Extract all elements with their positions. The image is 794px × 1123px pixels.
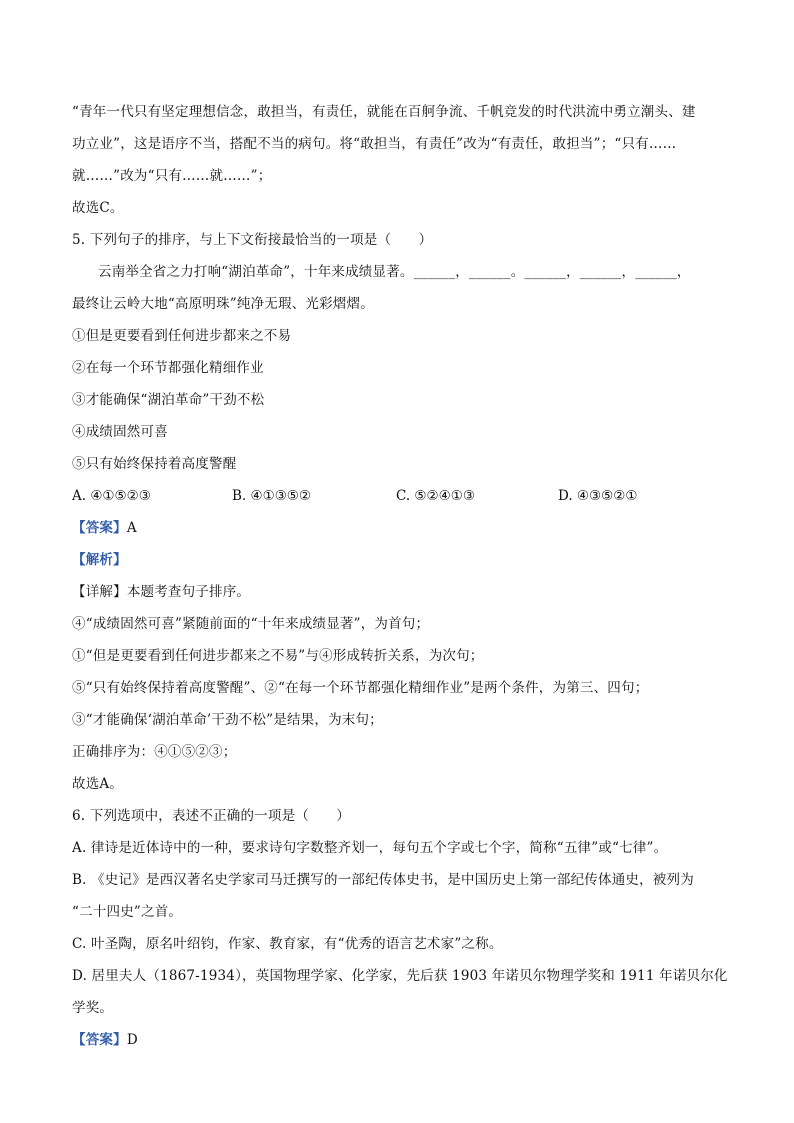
question-6-option-c: C. 叶圣陶，原名叶绍钧，作家、教育家，有“优秀的语言艺术家”之称。 xyxy=(72,936,503,952)
question-6-option-d-line-1: D. 居里夫人（1867-1934），英国物理学家、化学家，先后获 1903 年诺贝尔物理学奖和 1911 年诺贝尔化 xyxy=(72,968,728,984)
question-6-option-b-line-1: B. 《史记》是西汉著名史学家司马迁撰写的一部纪传体史书，是中国历史上第一部纪传体通史，被列为 xyxy=(72,872,694,888)
sentence-2: ②在每一个环节都强化精细作业 xyxy=(72,360,264,376)
question-6-stem: 6. 下列选项中，表述不正确的一项是（ ） xyxy=(72,808,351,824)
detail-tag: 【详解】 xyxy=(72,584,127,600)
analysis-tag: 【解析】 xyxy=(72,552,127,568)
previous-conclusion: 故选C。 xyxy=(72,200,124,216)
question-6-option-b-line-2: “二十四史”之首。 xyxy=(72,904,183,920)
explanation-line-6: 故选A。 xyxy=(72,776,124,792)
previous-explanation-line-3: 就……”改为“只有……就……”； xyxy=(72,168,272,184)
answer-value: D xyxy=(126,1032,138,1048)
explanation-line-4: ③“才能确保‘湖泊革命’干劲不松”是结果，为末句； xyxy=(72,712,383,728)
sentence-4: ④成绩固然可喜 xyxy=(72,424,168,440)
question-5-passage-line-2: 最终让云岭大地“高原明珠”纯净无瑕、光彩熠熠。 xyxy=(72,296,374,312)
question-5-analysis xyxy=(72,550,722,570)
question-6-option-d-line-2: 学奖。 xyxy=(72,1000,114,1016)
question-5-answer xyxy=(72,518,722,538)
answer-tag: 【答案】 xyxy=(72,1032,127,1048)
question-5-stem: 5. 下列句子的排序，与上下文衔接最恰当的一项是（ ） xyxy=(72,232,433,248)
explanation-line-3: ⑤“只有始终保持着高度警醒”、②“在每一个环节都强化精细作业”是两个条件，为第三、四句； xyxy=(72,680,649,696)
option-c: C. ⑤②④①③ xyxy=(396,488,475,504)
option-a: A. ④①⑤②③ xyxy=(72,488,151,504)
sentence-3: ③才能确保“湖泊革命”干劲不松 xyxy=(72,392,265,408)
explanation-line-5: 正确排序为：④①⑤②③； xyxy=(72,744,237,760)
question-5-passage-line-1: 云南举全省之力打响“湖泊革命”，十年来成绩显著。______，______。______，______，______， xyxy=(98,264,691,280)
document-page xyxy=(72,0,728,1123)
explanation-line-2: ①“但是更要看到任何进步都来之不易”与④形成转折关系，为次句； xyxy=(72,648,484,664)
question-5-detail xyxy=(72,582,722,602)
explanation-line-1: ④“成绩固然可喜”紧随前面的“十年来成绩显著”，为首句； xyxy=(72,616,430,632)
question-6-option-a: A. 律诗是近体诗中的一种，要求诗句字数整齐划一，每句五个字或七个字，简称“五律”或“七律”。 xyxy=(72,840,668,856)
option-b: B. ④①③⑤② xyxy=(232,488,312,504)
question-6-answer xyxy=(72,1030,722,1050)
sentence-5: ⑤只有始终保持着高度警醒 xyxy=(72,456,237,472)
answer-value: A xyxy=(126,520,137,536)
question-5-options xyxy=(72,486,722,506)
answer-tag: 【答案】 xyxy=(72,520,127,536)
previous-explanation-line-1: “青年一代只有坚定理想信念，敢担当，有责任，就能在百舸争流、千帆竞发的时代洪流中勇立潮头、建 xyxy=(72,104,696,120)
previous-explanation-line-2: 功立业”，这是语序不当，搭配不当的病句。将“敢担当，有责任”改为“有责任，敢担当”；“只有…… xyxy=(72,136,677,152)
detail-text: 本题考查句子排序。 xyxy=(126,584,251,600)
sentence-1: ①但是更要看到任何进步都来之不易 xyxy=(72,328,292,344)
option-d: D. ④③⑤②① xyxy=(558,488,638,504)
